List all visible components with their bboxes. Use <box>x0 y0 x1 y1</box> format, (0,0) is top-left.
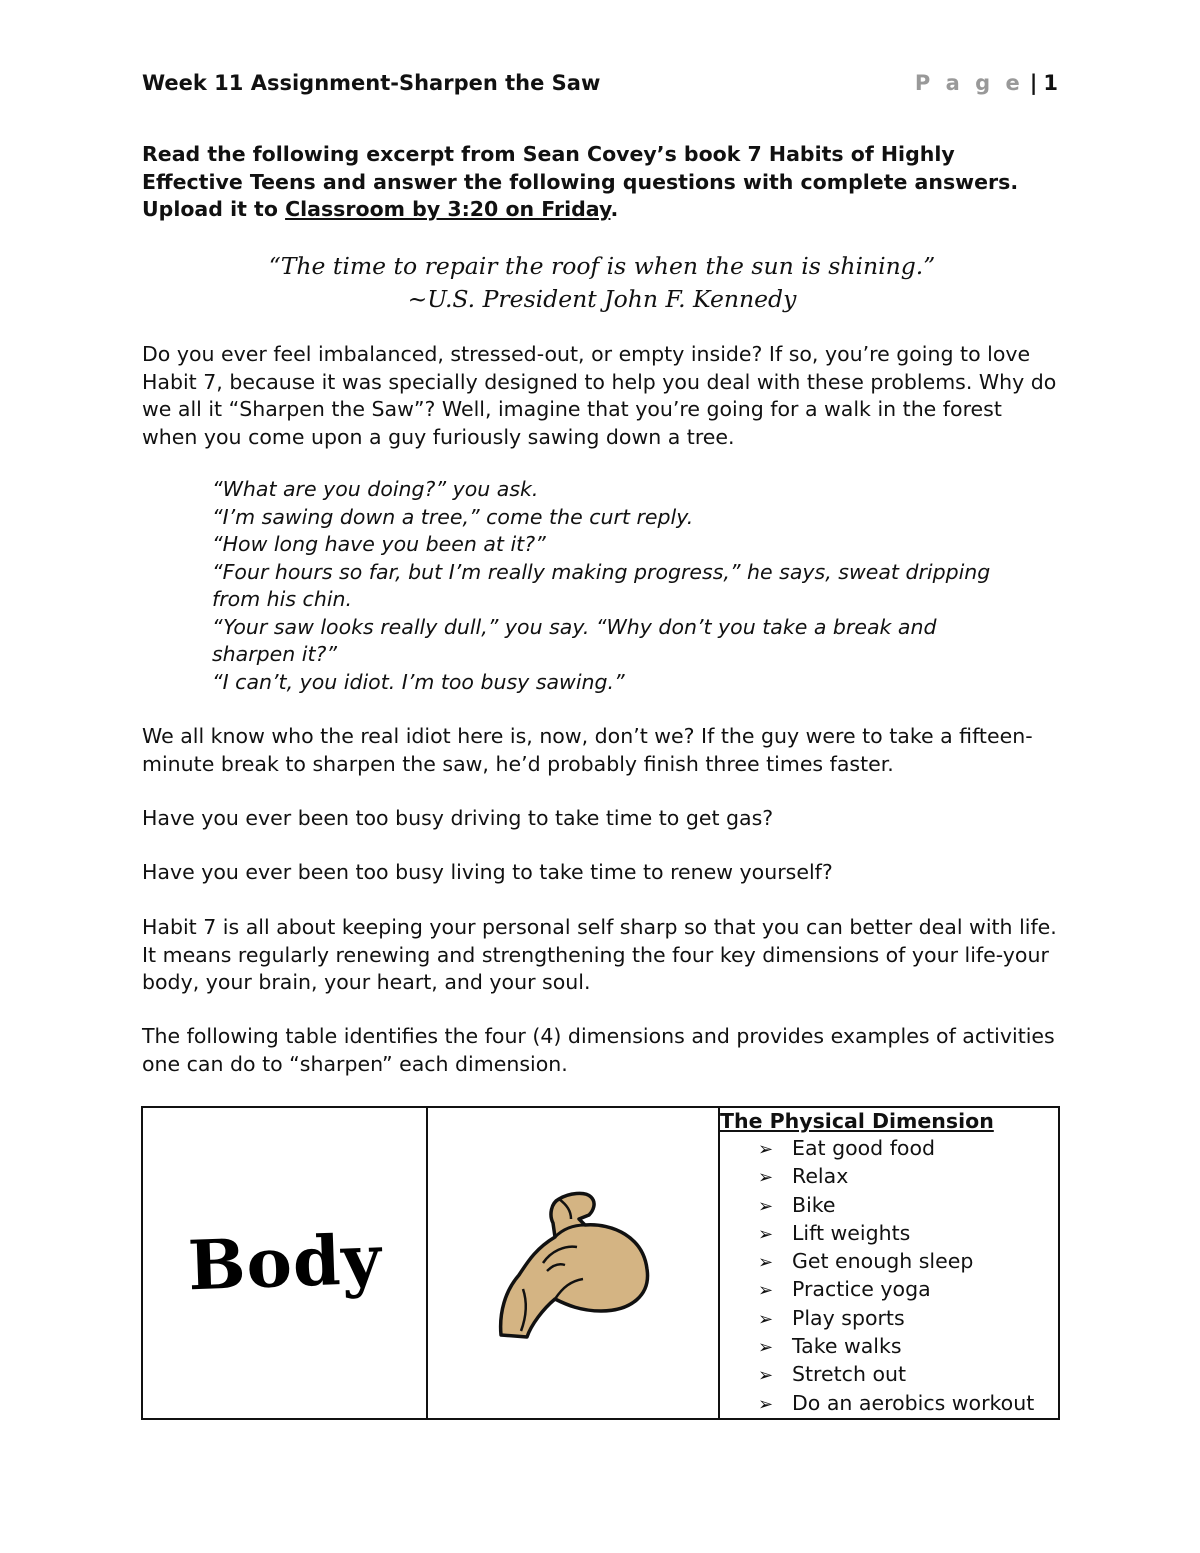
arrow-bullet-icon: ➢ <box>758 1167 774 1189</box>
dialogue-line: “Your saw looks really dull,” you say. “Why don’t you take a break and sharpen it?” <box>212 614 937 666</box>
dialogue-line: “What are you doing?” you ask. <box>212 477 539 501</box>
dialogue-line: “I can’t, you idiot. I’m too busy sawing.” <box>212 669 625 694</box>
quote-attribution: ~U.S. President John F. Kennedy <box>407 285 797 313</box>
arrow-bullet-icon: ➢ <box>758 1337 774 1359</box>
paragraph-renew-question: Have you ever been too busy living to take time to renew yourself? <box>142 860 833 884</box>
paragraph-gas-question: Have you ever been too busy driving to take time to get gas? <box>142 806 774 830</box>
saw-dialogue <box>212 476 1002 696</box>
arrow-bullet-icon: ➢ <box>758 1365 774 1387</box>
activity-text: Practice yoga <box>792 1277 931 1302</box>
arrow-bullet-icon: ➢ <box>758 1223 774 1245</box>
activity-list <box>720 1135 1058 1418</box>
paragraph-intro: Do you ever feel imbalanced, stressed-out, or empty inside? If so, you’re going to love Habit 7, because it was specially designed to help you deal with these problems. Why do we all it “Sharpen the Saw”? Well, imagine that you’re going for a walk in the forest when you come upon a guy furiously sawing down a tree. <box>142 342 1057 449</box>
quote-text: “The time to repair the roof is when the sun is shining.” <box>268 252 936 280</box>
dimension-word-cell <box>142 1107 427 1419</box>
list-item <box>758 1276 1058 1304</box>
dimensions-table <box>141 1106 1060 1420</box>
page-number-header <box>915 70 1058 96</box>
list-item <box>758 1361 1058 1389</box>
instructions-text: Read the following excerpt from Sean Covey’s book 7 Habits of Highly Effective Teens and answer the following questions with complete answers. Upload it to <box>142 142 1019 221</box>
activity-text: Bike <box>792 1192 836 1217</box>
dialogue-line: “I’m sawing down a tree,” come the curt reply. <box>212 504 694 529</box>
activity-text: Lift weights <box>792 1220 911 1245</box>
dimension-image-cell <box>427 1107 719 1419</box>
paragraph-table-intro: The following table identifies the four (4) dimensions and provides examples of activities one can do to “sharpen” each dimension. <box>142 1024 1055 1076</box>
arrow-bullet-icon: ➢ <box>758 1280 774 1302</box>
paragraph-idiot: We all know who the real idiot here is, now, don’t we? If the guy were to take a fifteen-minute break to sharpen the saw, he’d probably finish three times faster. <box>142 724 1033 776</box>
dialogue-line: “Four hours so far, but I’m really making progress,” he says, sweat dripping from his chin. <box>212 559 991 611</box>
activity-text: Play sports <box>792 1305 905 1330</box>
list-item <box>758 1390 1058 1418</box>
instructions-end: . <box>610 197 619 221</box>
flexed-arm-icon <box>493 1185 653 1341</box>
assignment-instructions <box>142 141 1062 224</box>
activity-text: Relax <box>792 1164 849 1189</box>
list-item <box>758 1248 1058 1276</box>
arrow-bullet-icon: ➢ <box>758 1195 774 1217</box>
dimension-title: The Physical Dimension <box>720 1109 994 1133</box>
document-title: Week 11 Assignment-Sharpen the Saw <box>142 71 601 95</box>
paragraph-habit7: Habit 7 is all about keeping your personal self sharp so that you can better deal with life. It means regularly renewing and strengthening the four key dimensions of your life-your body, your brain, your heart, and your soul. <box>142 915 1057 994</box>
activity-text: Stretch out <box>792 1362 907 1387</box>
arrow-bullet-icon: ➢ <box>758 1252 774 1274</box>
list-item <box>758 1163 1058 1191</box>
kennedy-quote <box>142 250 1062 316</box>
deadline-text: Classroom by 3:20 on Friday <box>285 197 611 221</box>
arrow-bullet-icon: ➢ <box>758 1139 774 1160</box>
activity-text: Eat good food <box>792 1136 936 1160</box>
list-item <box>758 1305 1058 1333</box>
activity-text: Do an aerobics workout <box>792 1390 1035 1415</box>
dimension-activities-cell <box>719 1107 1059 1419</box>
page-word: P a g e <box>914 71 1024 95</box>
activity-text: Get enough sleep <box>792 1249 974 1274</box>
page-number: 1 <box>1043 71 1058 95</box>
body-word-art: Body <box>186 1219 383 1307</box>
list-item <box>758 1220 1058 1248</box>
list-item <box>758 1333 1058 1361</box>
page-separator: | <box>1029 71 1038 95</box>
table-row <box>142 1107 1059 1419</box>
list-item <box>758 1192 1058 1220</box>
arrow-bullet-icon: ➢ <box>758 1308 774 1330</box>
dialogue-line: “How long have you been at it?” <box>212 532 546 556</box>
list-item <box>758 1135 1058 1163</box>
arrow-bullet-icon: ➢ <box>758 1393 774 1415</box>
activity-text: Take walks <box>792 1334 902 1359</box>
